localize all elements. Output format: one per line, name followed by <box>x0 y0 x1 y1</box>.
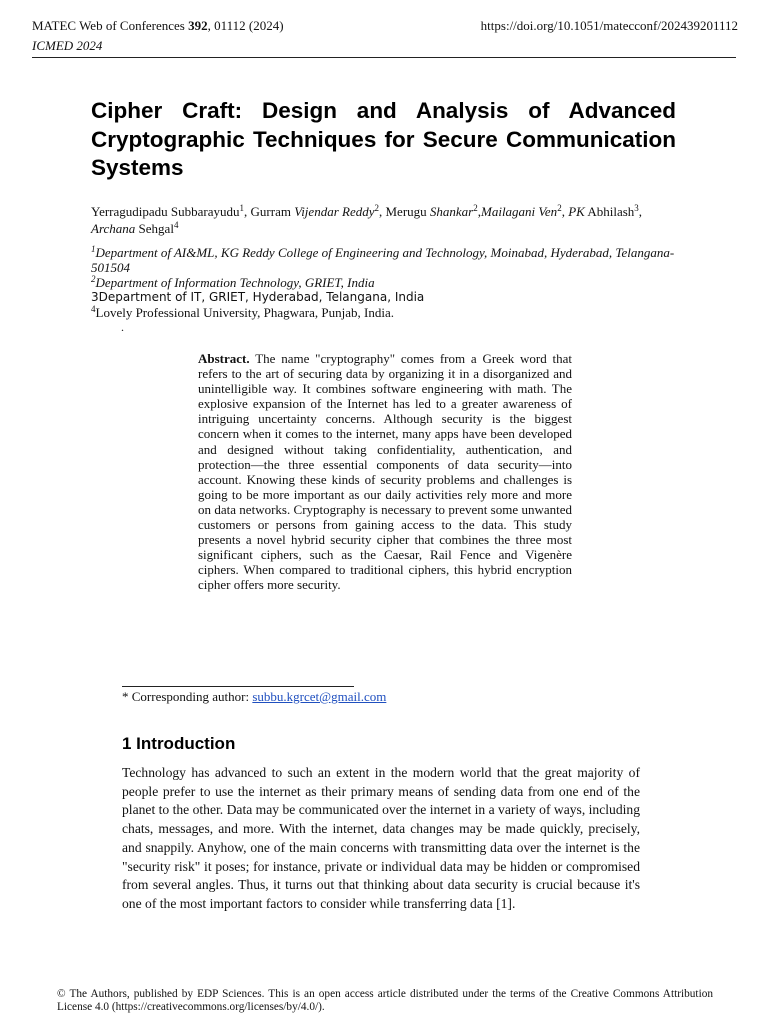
header-divider <box>32 57 736 58</box>
affiliation-text: Department of IT, GRIET, Hyderabad, Telangana, India <box>98 290 425 304</box>
author-name: Merugu <box>385 204 430 219</box>
author-separator: , <box>561 204 569 219</box>
author-affiliation-marker: 2 <box>557 203 562 213</box>
author-name: Yerragudipadu Subbarayudu <box>91 204 240 219</box>
affiliation-3 <box>91 290 681 305</box>
author-name: Abhilash <box>584 204 635 219</box>
footnote-divider <box>122 686 354 687</box>
affiliation-text: Lovely Professional University, Phagwara, Punjab, India. <box>95 305 394 320</box>
paper-title: Cipher Craft: Design and Analysis of Advanced Cryptographic Techniques for Secure Communication Systems <box>91 98 676 180</box>
author-name-italic: Shankar <box>429 204 474 219</box>
abstract-text: The name "cryptography" comes from a Greek word that refers to the art of securing data by organizing it in a disorganized and unintelligible way. It combines software engineering with math. The explosive expansion of the Internet has led to a greater awareness of intriguing uncertainty concerns. Although security is the biggest concern when it comes to the internet, many apps have been developed and designed without taking confidentiality, authentication, and protection—the three essential components of data security—into account. Knowing these kinds of security problems and challenges is going to be more important as our daily activities rely more and more on data networks. Cryptography is necessary to prevent some unwanted customers or persons from gaining access to the data. This study presents a novel hybrid security cipher that combines the three most significant ciphers, such as the Caesar, Rail Fence and Vigenère ciphers. When compared to traditional ciphers, this hybrid encryption cipher offers more security. <box>198 351 573 593</box>
affiliation-text: Department of Information Technology, GRIET, India <box>95 275 375 290</box>
author-separator: , <box>638 204 643 219</box>
article-number-year: , 01112 (2024) <box>207 18 284 33</box>
section-heading: 1 Introduction <box>122 734 236 753</box>
affiliation-marker: 3 <box>91 290 99 304</box>
affiliation-1 <box>91 245 681 275</box>
author-affiliation-marker: 4 <box>173 220 179 230</box>
author-name-italic: Mailagani Ven <box>481 204 558 219</box>
journal-name: MATEC Web of Conferences <box>32 18 185 33</box>
author-separator: , <box>378 204 386 219</box>
abstract-label: Abstract. <box>198 351 250 366</box>
affiliation-text: Department of AI&ML, KG Reddy College of Engineering and Technology, Moinabad, Hyderabad, Telangana-501504 <box>91 245 675 275</box>
license-notice: © The Authors, published by EDP Sciences. This is an open access article distributed under the terms of the Creative Commons Attribution License 4.0 (https://creativecommons.org/licenses/by/4.0/). <box>57 988 713 1013</box>
author-name: Gurram <box>250 204 295 219</box>
affiliation-2 <box>91 275 681 290</box>
author-affiliation-marker: 2 <box>374 203 379 213</box>
affiliation-4 <box>91 305 681 320</box>
corresponding-author-footnote <box>122 689 386 705</box>
author-affiliation-marker: 2 <box>473 203 478 213</box>
running-header-citation <box>32 18 284 34</box>
journal-volume: 392 <box>188 18 208 33</box>
footnote-label: * Corresponding author: <box>122 689 253 704</box>
author-name-italic: Archana <box>91 221 136 236</box>
affiliation-marker: 1 <box>91 244 96 254</box>
doi-link[interactable]: https://doi.org/10.1051/matecconf/202439201112 <box>480 18 738 33</box>
author-separator: , <box>477 204 481 219</box>
affiliation-marker: 4 <box>91 304 96 314</box>
author-affiliation-marker: 3 <box>634 203 639 213</box>
corresponding-email-link[interactable]: subbu.kgrcet@gmail.com <box>252 689 387 704</box>
affiliation-marker: 2 <box>91 274 96 284</box>
stray-period: . <box>121 320 124 334</box>
abstract-block <box>198 351 572 593</box>
author-name: Sehgal <box>135 221 174 236</box>
author-list <box>91 203 681 237</box>
author-name-italic: PK <box>568 204 585 219</box>
author-name-italic: Vijendar Reddy <box>294 204 375 219</box>
section-body-text: Technology has advanced to such an extent in the modern world that the great majority of people prefer to use the internet as their primary means of sending data from one end of the planet to the other. Data may be communicated over the internet in a variety of ways, including chats, messages, and more. With the internet, data changes may be made quickly, precisely, and snappily. Anyhow, one of the main concerns with transmitting data over the internet is the "security risk" it poses; for instance, private or individual data may be hidden or compromised from several angles. Thus, it turns out that thinking about data security is crucial because it's one of the most important factors to consider while transferring data [1]. <box>122 765 640 911</box>
author-separator: , <box>244 204 251 219</box>
conference-venue: ICMED 2024 <box>32 38 103 53</box>
author-affiliation-marker: 1 <box>239 203 245 213</box>
